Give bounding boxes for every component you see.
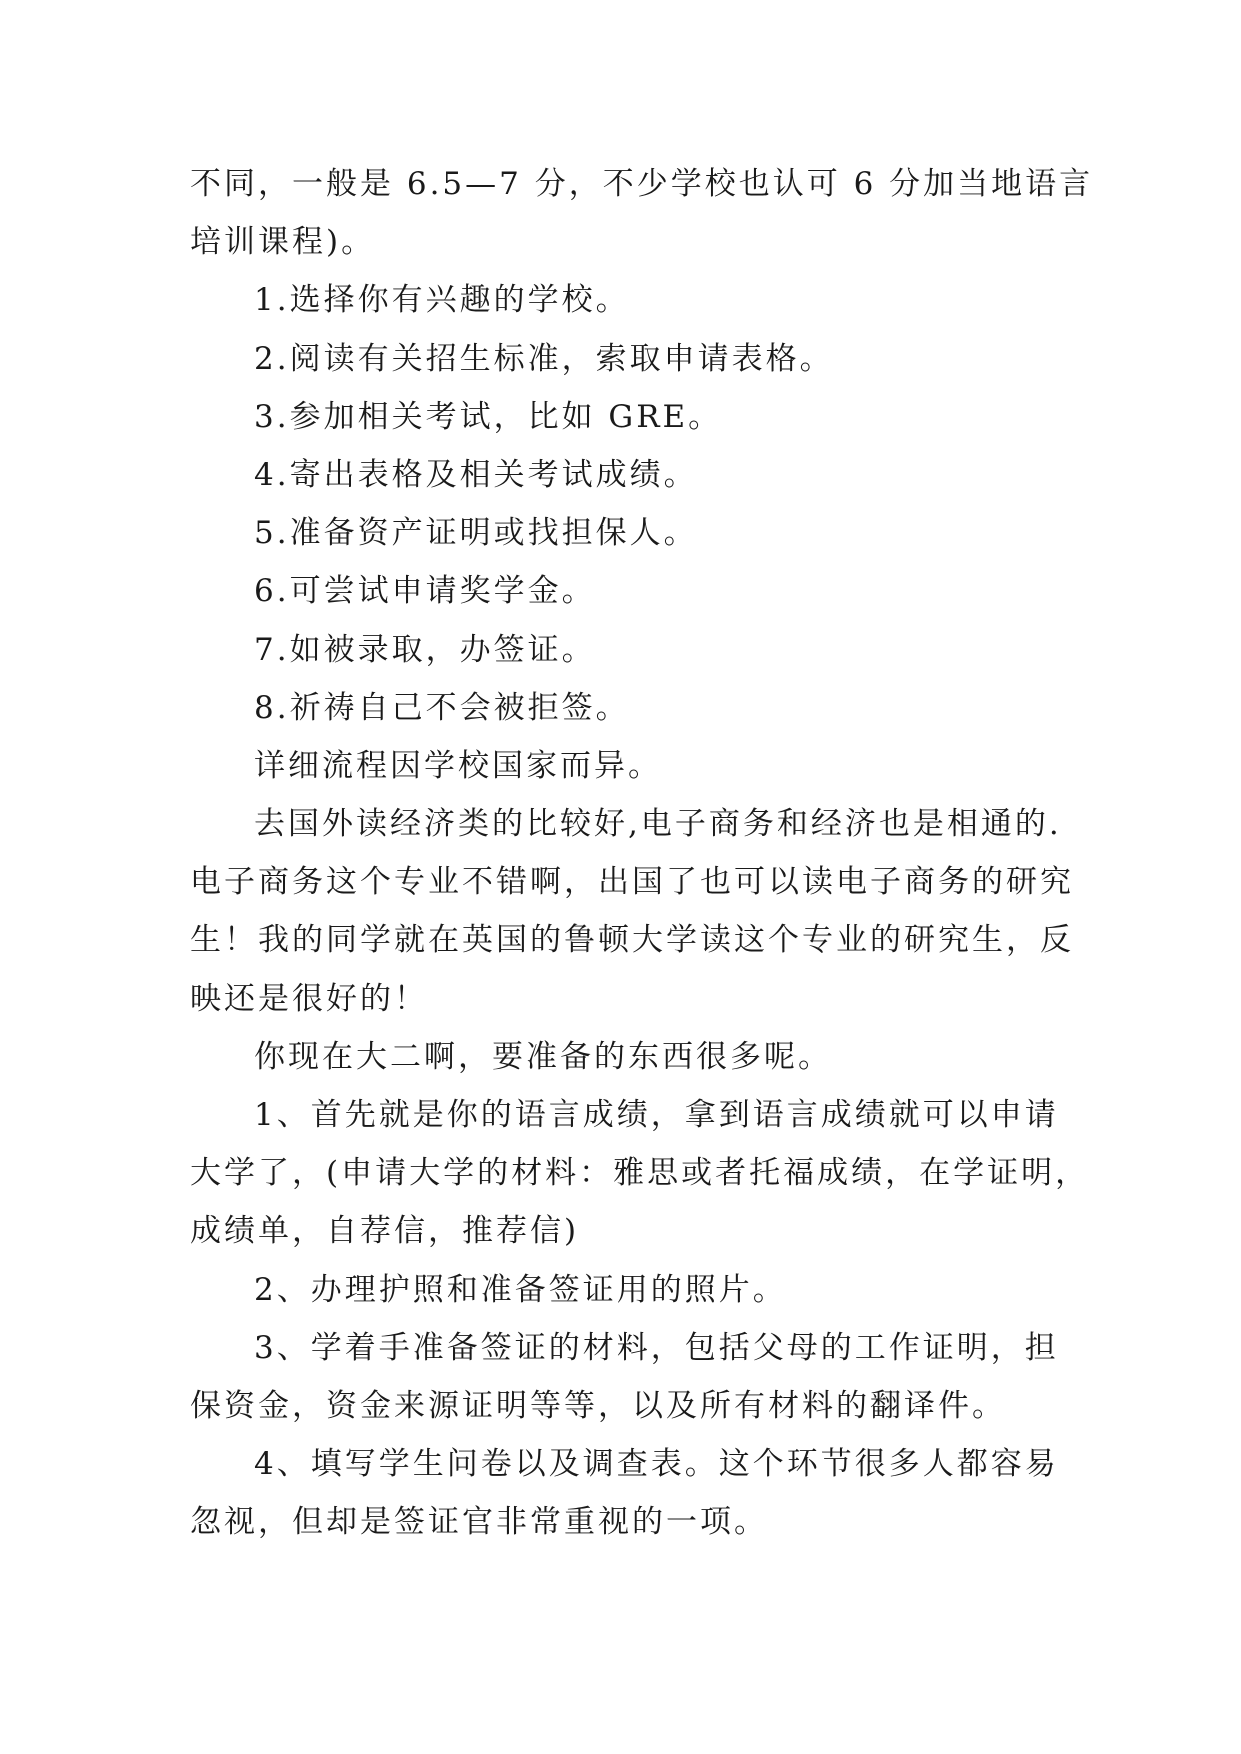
text-line: 培训课程)。 — [190, 224, 376, 261]
paragraph-line: 大学了，(申请大学的材料：雅思或者托福成绩，在学证明， — [190, 1155, 1090, 1192]
paragraph-line: 你现在大二啊，要准备的东西很多呢。 — [254, 1038, 832, 1075]
text-line: 不同，一般是 6.5—7 分，不少学校也认可 6 分加当地语言 — [190, 166, 1094, 202]
list-item: 7.如被录取，办签证。 — [254, 631, 596, 668]
paragraph-line: 4、填写学生问卷以及调查表。这个环节很多人都容易 — [254, 1446, 1059, 1483]
list-item: 6.可尝试申请奖学金。 — [254, 573, 596, 610]
list-item: 1.选择你有兴趣的学校。 — [254, 282, 630, 319]
paragraph-line: 去国外读经济类的比较好,电子商务和经济也是相通的. — [254, 806, 1062, 843]
paragraph-line: 详细流程因学校国家而异。 — [254, 747, 662, 784]
document-body — [190, 155, 1094, 1552]
paragraph-line: 电子商务这个专业不错啊，出国了也可以读电子商务的研究 — [190, 864, 1074, 901]
list-item: 4.寄出表格及相关考试成绩。 — [254, 456, 698, 493]
paragraph-line: 保资金，资金来源证明等等，以及所有材料的翻译件。 — [190, 1387, 1006, 1424]
list-item: 2.阅读有关招生标准，索取申请表格。 — [254, 340, 834, 377]
paragraph-line: 映还是很好的！ — [190, 980, 428, 1017]
paragraph-line: 3、学着手准备签证的材料，包括父母的工作证明，担 — [254, 1329, 1059, 1366]
paragraph-line: 忽视，但却是签证官非常重视的一项。 — [190, 1504, 768, 1541]
paragraph-line: 2、办理护照和准备签证用的照片。 — [254, 1271, 787, 1308]
list-item: 3.参加相关考试，比如 GRE。 — [254, 398, 723, 435]
list-item: 8.祈祷自己不会被拒签。 — [254, 689, 630, 726]
list-item: 5.准备资产证明或找担保人。 — [254, 515, 698, 552]
paragraph-line: 1、首先就是你的语言成绩，拿到语言成绩就可以申请 — [254, 1097, 1059, 1133]
paragraph-line: 成绩单，自荐信，推荐信) — [190, 1213, 580, 1250]
paragraph-line: 生！我的同学就在英国的鲁顿大学读这个专业的研究生，反 — [190, 922, 1074, 959]
